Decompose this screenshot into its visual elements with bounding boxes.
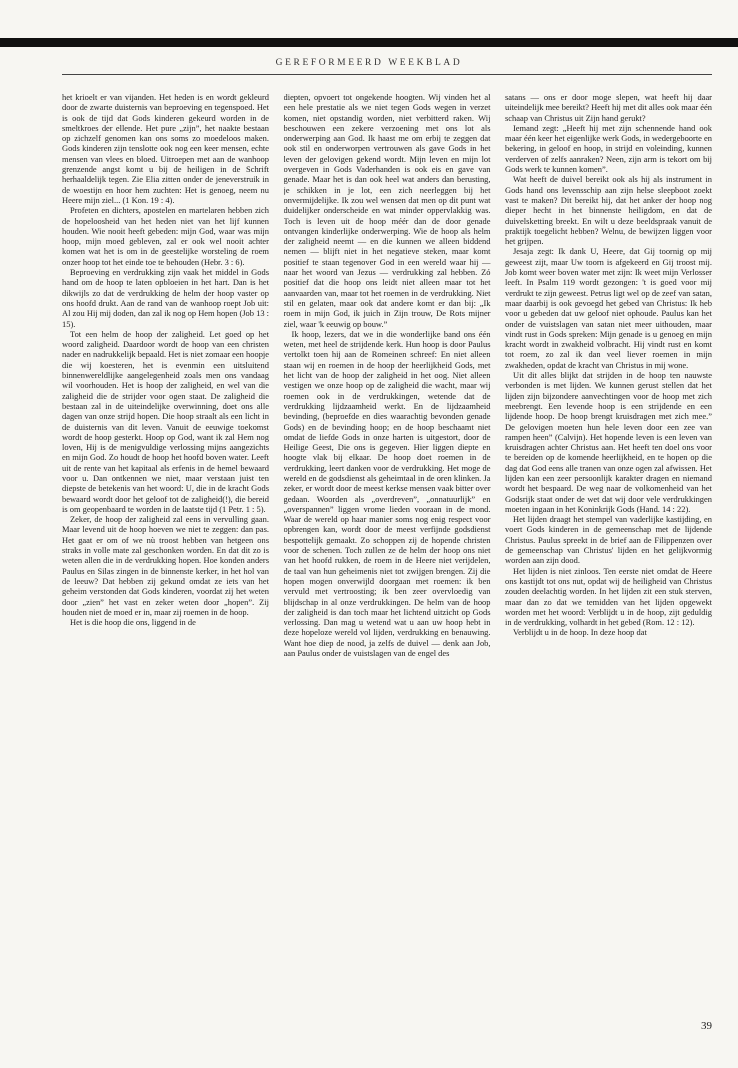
paragraph: Het is die hoop die ons, liggend in de bbox=[70, 617, 196, 628]
paragraph: Het lijden is niet zinloos. Ten eerste niet omdat de Heere ons kastijdt tot ons nut, opdat wij de heiligheid van Christus zouden deelachtig worden. In het lijden zit een stuk sterven, maar dan zo dat we temidden van het lijden opgewekt worden met het woord: Verblijdt u in de hoop, zijt geduldig in de verdrukking, volhardt in het gebed (Rom. 12 : 12). bbox=[505, 565, 712, 628]
top-black-rule bbox=[0, 38, 738, 47]
paragraph: Iemand zegt: „Heeft hij met zijn schennende hand ook maar één keer het eigenlijke werk Gods, in wedergeboorte en bekering, in geloof en hoop, in strijd en voleinding, kunnen verderven of zelfs aanraken? Neen, zijn arm is tekort om bij Gods werk te kunnen komen”. bbox=[505, 122, 712, 175]
column-left bbox=[62, 92, 269, 997]
paragraph: Tot een helm de hoop der zaligheid. Let goed op het woord zaligheid. Daardoor wordt de hoop van een christen nader en nadrukkelijk bepaald. Het is niet zomaar een hoopje die wij koesteren, het is evenmin een uitsluitend binnenwereldlijke aangelegenheid zoals men ons vandaag wil voorhouden. Het is hoop der zaligheid, en wel van die zaligheid die de strijder voor ogen staat. De zaligheid die bestaan zal in de uiteindelijke overwinning, doet ons alle dagen van onze strijd hopen. Die hoop straalt als een licht in de duisternis van dit leven. Vanuit de eeuwige toekomst wordt de hoop gesterkt. Hoop op God, want ik zal Hem nog loven, Hij is de menigvuldige verlossing mijns aangezichts en mijn God. Zo houdt de hoop het hoofd boven water. Leeft uit de rente van het kapitaal als erfenis in de hemel bewaard voor u. Dan ontkennen we niet, maar verstaan juist ten diepste de betekenis van het woord: U, die in de kracht Gods bewaard wordt door het geloof tot de zaligheid(!), die bereid is om geopenbaard te worden in de laatste tijd (1 Petr. 1 : 5). bbox=[62, 328, 269, 514]
article-body bbox=[62, 92, 712, 997]
paragraph: Profeten en dichters, apostelen en martelaren hebben zich de hopeloosheid van het heden niet van het lijf kunnen houden. Wie nooit heeft gebeden: mijn God, waar was mijn hoop, mijn moed gebleven, zal er ook wel nooit achter komen wat het is om in de geestelijke worsteling de roem onzer hoop tot het einde toe te behouden (Hebr. 3 : 6). bbox=[62, 205, 269, 267]
paragraph: Het lijden draagt het stempel van vaderlijke kastijding, en voert Gods kinderen in de gemeenschap met de lijdende Christus. Paulus spreekt in de brief aan de Filippenzen over de gemeenschap van Christus' lijden en het gelijkvormig worden aan zijn dood. bbox=[505, 514, 712, 566]
paragraph: diepten, opvoert tot ongekende hoogten. Wij vinden het al een hele prestatie als we niet tegen Gods wegen in verzet komen, niet opstandig worden, niet verbitterd raken. Wij beschouwen een zekere verzoening met ons lot als onderwerping aan God. Ik haast me om erbij te zeggen dat ook stil en onderworpen vertrouwen als gave Gods in het leven der gelovigen gekend wordt. Mijn leven en mijn lot overgeven in Gods Vaderhanden is ook eis en gave van genade. Maar het is dan ook heel wat anders dan berusting, je schikken in je lot, een zich neerleggen bij het onvermijdelijke. Ik zou wel wensen dat men op dit punt wat duidelijker onderscheide en wat minder oppervlakkig was. Toch is leven uit de hoop méér dan de door genade ontvangen kinderlijke onderwerping. Wie de hoop als helm der zaligheid neemt — en die kunnen we alleen biddend nemen — blijft niet in het negatieve steken, maar komt positief te staan tegenover God in een wereld waar hij — naar het woord van Jezus — verdrukking zal hebben. Zó positief dat die hoop ons leidt niet alleen maar tot het aanvaarden van, maar tot het roemen in de verdrukking. Niet stil en gelaten, maar ook dat andere komt er dan bij: „Ik roem in mijn God, ik juich in Zijn trouw, De Rots mijner ziel, waar 'k eeuwig op bouw.” bbox=[283, 92, 491, 329]
paragraph: Jesaja zegt: Ik dank U, Heere, dat Gij toornig op mij geweest zijt, maar Uw toorn is afgekeerd en Gij troost mij. Job komt weer boven water met zijn: Ik weet mijn Verlosser leeft. In Psalm 119 wordt gezongen: 't is goed voor mij verdrukt te zijn geweest. Petrus ligt wel op de zeef van satan, maar daarbij is ook gevoegd het gebed van Christus: Ik heb voor u gebeden dat uw geloof niet ophoude. Paulus kan het onder de vuistslagen van satan niet meer uithouden, maar vindt rust in Gods spreken: Mijn genade is u genoeg en mijn kracht wordt in zwakheid volbracht. Hij vindt rust en komt tot roem, zo zal ik dan veel liever roemen in mijn zwakheden, opdat de kracht van Christus in mij wone. bbox=[505, 246, 712, 370]
column-right bbox=[505, 92, 712, 997]
column-middle bbox=[284, 92, 491, 997]
paragraph: Ik hoop, lezers, dat we in die wonderlijke band ons één weten, met heel de strijdende kerk. Hun hoop is door Paulus vertolkt toen hij aan de Romeinen schreef: En niet alleen staan wij en roemen in de hoop der heerlijkheid Gods, met het licht van de hoop der zaligheid in het oog. Niet alleen vestigen we onze hoop op de zaligheid die wacht, maar wij roemen ook in de verdrukkingen, wetende dat de verdrukking lijdzaamheid werkt. En de lijdzaamheid bevinding, (beproefde en dies waarachtig bevonden genade Gods) en de bevinding hoop; en de hoop beschaamt niet omdat de liefde Gods in onze harten is uitgestort, door de Heilige Geest, Die ons is gegeven. Hier liggen diepte en hoogte vlak bij elkaar. De hoop doet roemen in de verdrukking, leert danken voor de verdrukking. Het moge de wereld en de godsdienst als geheimtaal in de oren klinken. Ja zeker, er wordt door de meest kerkse mensen vaak bitter over gedaan. Woorden als „overdreven”, „onnatuurlijk” en „overspannen” liggen vrome lieden vooraan in de mond. Waar de wereld op haar manier soms nog enig respect voor opbrengen kan, wordt door de meest verfijnde godsdienst bespottelijk gemaakt. Zo schoppen zij de hopende christen voor de schenen. Toch zullen ze de helm der hoop ons niet van het hoofd rukken, de roem in de Heere niet verijdelen, de taal van hun geheimenis niet tot zwijgen brengen. Zij die hopen mogen onverwijld doorgaan met roemen: ik ben vervuld met vertroosting; ik ben zeer overvloedig van blijdschap in al onze verdrukkingen. De helm van de hoop der zaligheid is dan toch maar het lichtend uitzicht op Gods verlossing. Dan mag u wetend wat u aan uw hoop hebt in deze hopeloze wereld vol lijden, verdrukking en benauwing. Want hoe diep de nood, ja zelfs de duivel — denk aan Job, aan Paulus onder de vuistslagen van de engel des bbox=[283, 328, 491, 659]
paragraph: het krioelt er van vijanden. Het heden is en wordt gekleurd door de zwarte duisternis van beproeving en tegenspoed. Het is ook de tijd dat Gods kinderen gekeurd worden in de smeltkroes der ellende. Het pure „zijn”, het naakte bestaan op zichzelf genomen kan ons soms zo moedeloos maken. Gods kinderen zijn tenslotte ook nog een keer mensen, echte mensen van vlees en bloed. Uitroepen met aan de wanhoop grenzende angst komt u bij de heiligen in de Schrift herhaaldelijk tegen. Zie Elia zitten onder de jeneverstruik in de woestijn en hoor hem zuchten: Het is genoeg, neem nu Heere mijn ziel... (1 Kon. 19 : 4). bbox=[62, 92, 269, 205]
publication-masthead: GEREFORMEERD WEEKBLAD bbox=[275, 58, 463, 68]
header-rule bbox=[62, 74, 712, 75]
paragraph: satans — ons er door moge slepen, wat heeft hij daar uiteindelijk mee bereikt? Heeft hij met dit alles ook maar één schaap van Christus uit Zijn hand gerukt? bbox=[505, 92, 712, 123]
paragraph: Verblijdt u in de hoop. In deze hoop dat bbox=[513, 627, 647, 638]
paragraph: Wat heeft de duivel bereikt ook als hij als instrument in Gods hand ons levensschip aan zijn helse sleepboot zoekt vast te maken? Dit bereikt hij, dat het anker der hoop nog dieper hecht in het binnenste heiligdom, en dat de duivelsketting breekt. En wilt u deze beeldspraak vanuit de praktijk toegelicht hebben? Welnu, de bewijzen liggen voor het grijpen. bbox=[505, 174, 712, 247]
paragraph: Uit dit alles blijkt dat strijden in de hoop ten nauwste verbonden is met lijden. We kunnen gerust stellen dat het lijden zijn bijzondere aanvechtingen voor de hoop met zich meebrengt. Een levende hoop is een strijdende en een lijdende hoop. De hoop brengt kruisdragen met zich mee.” De gelovigen moeten hun hele leven door een zee van rampen heen” (Calvijn). Het hopende leven is een leven van kruisdragen achter Christus aan. Het heeft ten doel ons voor te bereiden op de komende heerlijkheid, en te hopen op die dag dat God eens alle tranen van onze ogen zal afwissen. Het lijden kan een zeer persoonlijk karakter dragen en niemand wordt het bespaard. De weg naar de volkomenheid van het Godsrijk staat onder de wet dat wij door vele verdrukkingen moeten ingaan in het Koninkrijk Gods (Hand. 14 : 22). bbox=[505, 370, 712, 514]
page-number: 39 bbox=[701, 1020, 712, 1032]
paragraph: Beproeving en verdrukking zijn vaak het middel in Gods hand om de hoop te laten opbloeien in het hart. Dan is het dikwijls zo dat de verdrukking de helm der hoop vaster op ons hoofd drukt. Aan de rand van de wanhoop roept Job uit: Al zou Hij mij doden, dan zal ik nog op Hem hopen (Job 13 : 15). bbox=[62, 267, 269, 329]
paragraph: Zeker, de hoop der zaligheid zal eens in vervulling gaan. Maar levend uit de hoop hoeven we niet te zeggen: dan pas. Het gaat er om of we nù troost hebben van hetgeen ons straks in volle mate zal geschonken worden. En dat dit zo is weten allen die in de verdrukking hopen. Hoe konden anders Paulus en Silas zingen in de binnenste kerker, in het hol van de leeuw? Dat hebben zij gekund omdat ze iets van het geheim verstonden dat Gods kinderen, voordat zij het weten door „zien” het vast en zeker weten door „hopen”. Zij houden niet de moed er in, maar zij roemen in de hoop. bbox=[62, 514, 269, 617]
